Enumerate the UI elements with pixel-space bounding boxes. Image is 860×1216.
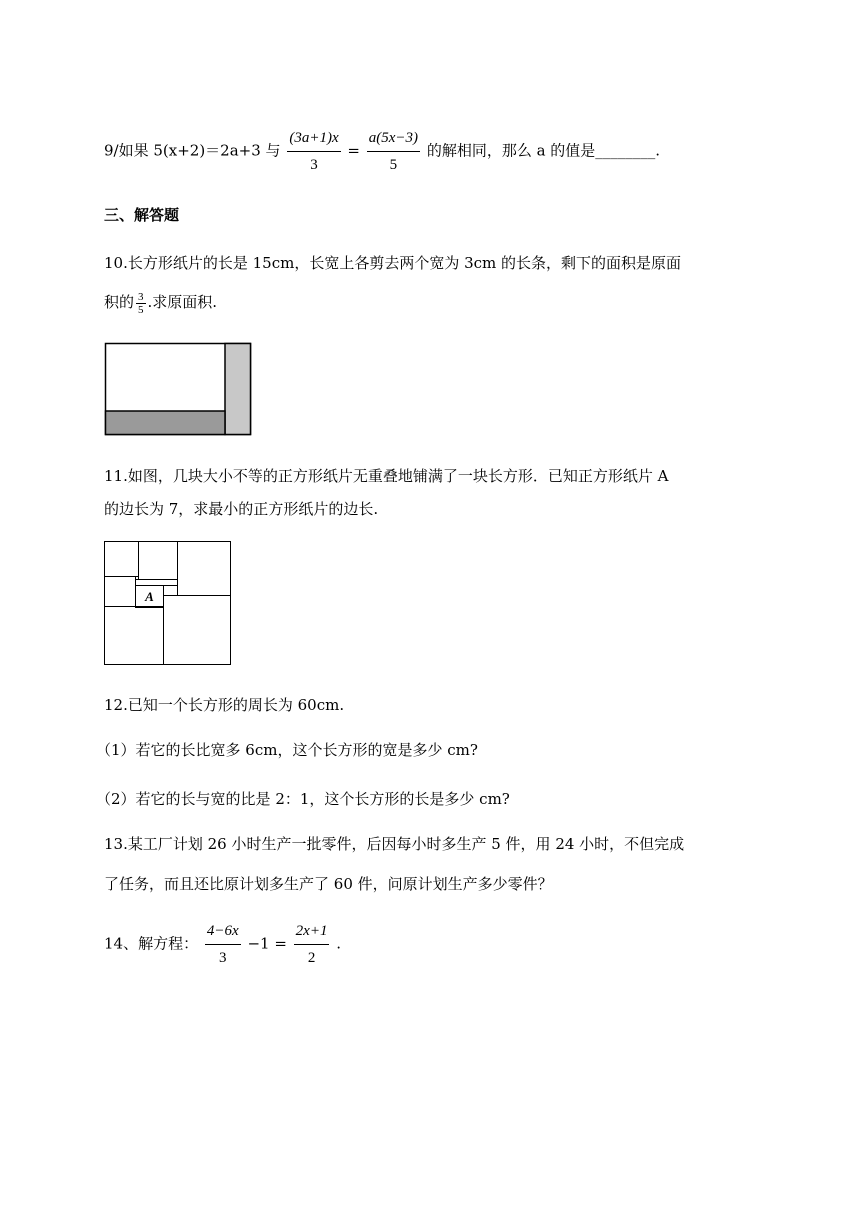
question-14 (104, 918, 341, 971)
q10-line2-post: .求原面积. (147, 293, 218, 311)
q14-frac2-numerator: 2x+1 (294, 918, 330, 945)
q13-line-2: 了任务，而且还比原计划多生产了 60 件，问原计划生产多少零件？ (104, 875, 553, 893)
q10-bottom-strip (106, 411, 226, 435)
q11-outer-rect (105, 542, 231, 665)
q11-square-left-middle (105, 577, 136, 607)
q11-square-tiny (164, 586, 178, 596)
q14-frac2-denominator: 2 (307, 950, 316, 966)
q13-line-1: 13.某工厂计划 26 小时生产一批零件，后因每小时多生产 5 件，用 24 小时，不但完成 (104, 835, 685, 853)
q11-square-top-middle (139, 542, 178, 580)
q9-suffix: 的解相同，那么 a 的值是________. (426, 141, 661, 160)
q11-square-bottom-left (105, 607, 164, 665)
q12-line-1: 12.已知一个长方形的周长为 60cm. (104, 696, 345, 714)
q14-fraction-2 (294, 918, 330, 971)
q10-line-2 (104, 290, 217, 316)
q12-part-1: （1）若它的长比宽多 6cm，这个长方形的宽是多少 cm? (96, 741, 478, 759)
section-title: 三、解答题 (104, 206, 180, 224)
q14-period: . (336, 934, 342, 953)
q11-square-bottom-right (164, 596, 231, 665)
q11-label-a: A (145, 589, 154, 604)
q11-squares-figure (104, 541, 234, 667)
q11-strip (136, 580, 178, 586)
q10-line2-pre: 积的 (104, 293, 135, 311)
q10-line-1: 10.长方形纸片的长是 15cm，长宽上各剪去两个宽为 3cm 的长条，剩下的面积是原面 (104, 254, 682, 272)
q9-prefix: 9/如果 5(x+2)＝2a+3 与 (104, 141, 281, 160)
q14-frac1-denominator: 3 (219, 950, 227, 966)
q14-minus-one: −1 = (247, 934, 287, 953)
q11-line-2: 的边长为 7，求最小的正方形纸片的边长. (104, 500, 379, 518)
q14-frac1-numerator: 4−6x (205, 918, 241, 945)
q11-line1-text: 11.如图，几块大小不等的正方形纸片无重叠地铺满了一块长方形．已知正方形纸片 A (104, 467, 669, 485)
q10-fraction (136, 291, 146, 316)
q11-line-1 (104, 464, 668, 488)
q9-frac1-numerator: (3a+1)x (287, 125, 340, 152)
q9-frac1-denominator: 3 (310, 157, 318, 173)
q10-rectangle-figure (104, 342, 254, 438)
q10-right-strip (225, 344, 251, 435)
q11-square-top-right (178, 542, 231, 596)
q14-prefix: 14、解方程： (104, 934, 199, 953)
question-9 (104, 125, 660, 178)
q14-fraction-1 (205, 918, 241, 971)
q9-fraction-1 (287, 125, 340, 178)
q12-part-2: （2）若它的长与宽的比是 2：1，这个长方形的长是多少 cm? (96, 790, 510, 808)
q11-square-top-left (105, 542, 139, 577)
q9-equals: = (347, 141, 360, 160)
q10-frac-denominator: 5 (138, 303, 144, 316)
q9-fraction-2 (367, 125, 420, 178)
q9-frac2-denominator: 5 (389, 157, 398, 173)
q9-frac2-numerator: a(5x−3) (367, 125, 420, 152)
q10-frac-numerator: 3 (138, 290, 144, 303)
